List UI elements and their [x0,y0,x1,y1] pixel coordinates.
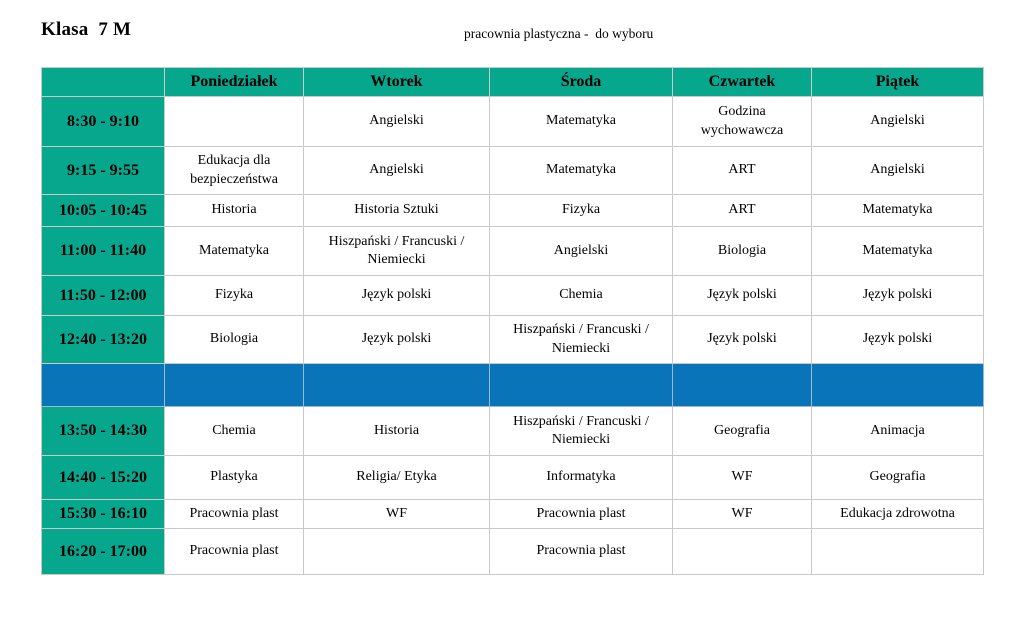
subject-cell-sroda: Angielski [490,227,673,276]
subject-cell-piatek: Matematyka [812,227,984,276]
subject-cell-poniedzialek: Edukacja dla bezpieczeństwa [165,147,304,195]
subject-cell-poniedzialek: Pracownia plast [165,529,304,575]
timetable-row [42,227,984,276]
subject-cell-piatek [812,529,984,575]
subject-cell-wtorek: Język polski [304,316,490,364]
subject-cell-piatek: Geografia [812,456,984,500]
subject-cell-poniedzialek: Plastyka [165,456,304,500]
timetable-row [42,97,984,147]
subject-cell-poniedzialek: Fizyka [165,276,304,316]
time-cell: 11:00 - 11:40 [42,227,165,276]
page-title: Klasa 7 M [41,19,132,40]
subject-cell-sroda: Matematyka [490,147,673,195]
time-cell: 8:30 - 9:10 [42,97,165,147]
time-cell: 15:30 - 16:10 [42,500,165,529]
subject-cell-poniedzialek [165,97,304,147]
day-header-wtorek: Wtorek [304,68,490,97]
timetable-row [42,529,984,575]
time-cell: 10:05 - 10:45 [42,195,165,227]
subject-cell-wtorek: Język polski [304,276,490,316]
subject-cell-sroda: Informatyka [490,456,673,500]
subject-cell-wtorek: Historia [304,407,490,456]
subject-cell-piatek: Animacja [812,407,984,456]
timetable-row [42,195,984,227]
timetable-row [42,276,984,316]
time-cell: 14:40 - 15:20 [42,456,165,500]
subject-cell-czwartek: WF [673,500,812,529]
subject-cell-czwartek [673,364,812,407]
timetable-row [42,316,984,364]
time-column-header [42,68,165,97]
time-cell: 16:20 - 17:00 [42,529,165,575]
subject-cell-czwartek [673,529,812,575]
subject-cell-sroda: Pracownia plast [490,529,673,575]
timetable-row [42,456,984,500]
break-row [42,364,984,407]
timetable [41,67,984,575]
timetable-row [42,147,984,195]
subject-cell-poniedzialek: Chemia [165,407,304,456]
day-header-piatek: Piątek [812,68,984,97]
subject-cell-czwartek: Biologia [673,227,812,276]
subject-cell-wtorek: WF [304,500,490,529]
subject-cell-sroda: Chemia [490,276,673,316]
subject-cell-czwartek: WF [673,456,812,500]
subject-cell-czwartek: Geografia [673,407,812,456]
subject-cell-poniedzialek: Historia [165,195,304,227]
subject-cell-piatek: Język polski [812,316,984,364]
day-header-poniedzialek: Poniedziałek [165,68,304,97]
subject-cell-czwartek: Język polski [673,316,812,364]
subject-cell-piatek: Angielski [812,97,984,147]
subject-cell-czwartek: ART [673,195,812,227]
subject-cell-wtorek: Angielski [304,97,490,147]
subject-cell-wtorek: Angielski [304,147,490,195]
subject-cell-sroda: Matematyka [490,97,673,147]
subject-cell-piatek: Matematyka [812,195,984,227]
day-header-row [42,68,984,97]
subject-cell-wtorek: Religia/ Etyka [304,456,490,500]
subject-cell-piatek [812,364,984,407]
subject-cell-sroda: Hiszpański / Francuski / Niemiecki [490,316,673,364]
subject-cell-wtorek [304,529,490,575]
subject-cell-czwartek: Godzina wychowawcza [673,97,812,147]
subject-cell-wtorek: Historia Sztuki [304,195,490,227]
day-header-sroda: Środa [490,68,673,97]
subject-cell-sroda: Pracownia plast [490,500,673,529]
subject-cell-poniedzialek [165,364,304,407]
subject-cell-piatek: Edukacja zdrowotna [812,500,984,529]
time-cell: 13:50 - 14:30 [42,407,165,456]
subject-cell-poniedzialek: Pracownia plast [165,500,304,529]
subject-cell-poniedzialek: Biologia [165,316,304,364]
subject-cell-piatek: Język polski [812,276,984,316]
timetable-row [42,407,984,456]
subject-cell-czwartek: ART [673,147,812,195]
subject-cell-czwartek: Język polski [673,276,812,316]
time-cell: 9:15 - 9:55 [42,147,165,195]
day-header-czwartek: Czwartek [673,68,812,97]
subject-cell-sroda: Hiszpański / Francuski / Niemiecki [490,407,673,456]
subject-cell-wtorek: Hiszpański / Francuski / Niemiecki [304,227,490,276]
subject-cell-piatek: Angielski [812,147,984,195]
subject-cell-poniedzialek: Matematyka [165,227,304,276]
timetable-row [42,500,984,529]
time-cell [42,364,165,407]
page-subtitle: pracownia plastyczna - do wyboru [464,26,654,41]
time-cell: 12:40 - 13:20 [42,316,165,364]
subject-cell-wtorek [304,364,490,407]
time-cell: 11:50 - 12:00 [42,276,165,316]
subject-cell-sroda [490,364,673,407]
subject-cell-sroda: Fizyka [490,195,673,227]
